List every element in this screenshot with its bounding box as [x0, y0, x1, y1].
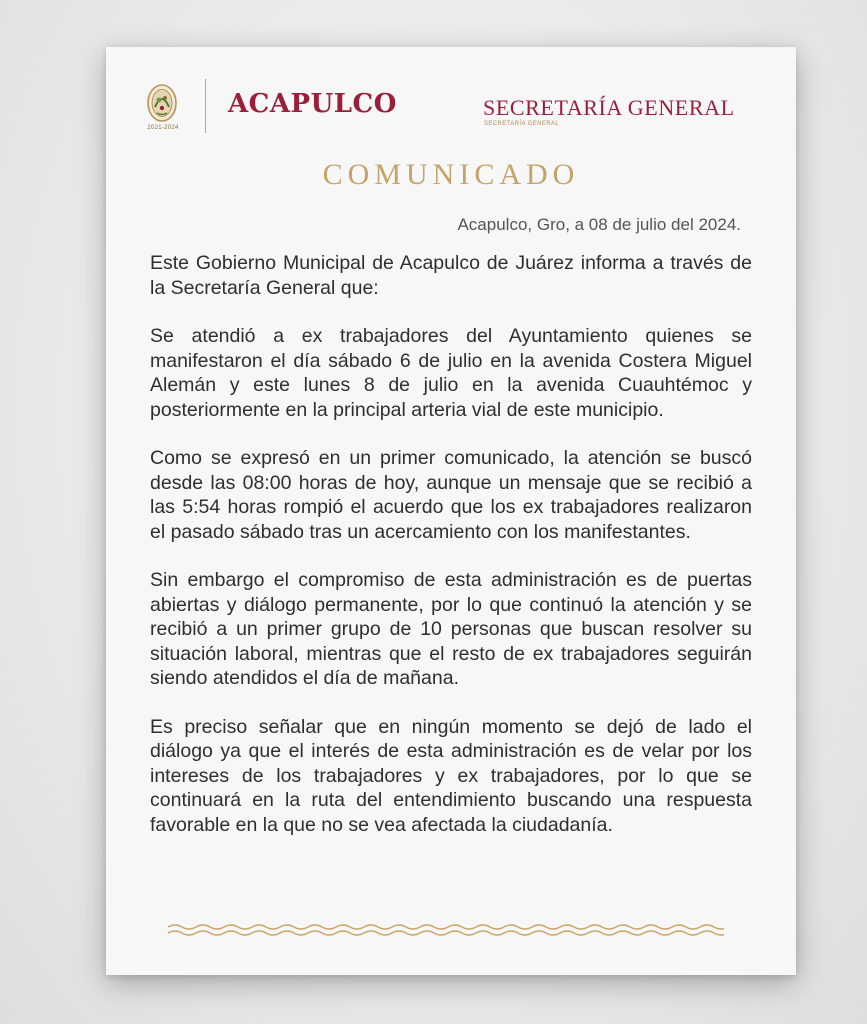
document-body [150, 251, 752, 861]
communique-sheet [106, 47, 796, 975]
seal-years: 2021-2024 [147, 125, 179, 131]
department-subtitle: SECRETARÍA GENERAL [484, 121, 560, 127]
paragraph: Este Gobierno Municipal de Acapulco de Juárez informa a través de la Secretaría General que: [150, 252, 752, 299]
brand-wordmark: ACAPULCO [228, 89, 397, 119]
paragraph: Se atendió a ex trabajadores del Ayuntamiento quienes se manifestaron el día sábado 6 de julio en la avenida Costera Miguel Alemán y este lunes 8 de julio en la avenida Cuauhtémoc y posteriormente en la principal arteria vial de este municipio. [150, 325, 752, 421]
paragraph: Como se expresó en un primer comunicado, la atención se buscó desde las 08:00 horas de hoy, aunque un mensaje que se recibió a las 5:54 horas rompió el acuerdo que los ex trabajadores realizaron el pasado sábado tras un acercamiento con los manifestantes. [150, 447, 752, 543]
department-name: SECRETARÍA GENERAL [483, 95, 735, 120]
document-title: COMUNICADO [322, 158, 580, 191]
municipal-seal-icon [146, 83, 178, 127]
paragraph: Sin embargo el compromiso de esta administración es de puertas abiertas y diálogo permanente, por lo que continuó la atención y se recibió a un primer grupo de 10 personas que buscan resolver su situación laboral, mientras que el resto de ex trabajadores seguirán siendo atendidos el día de mañana. [150, 569, 752, 689]
letterhead [106, 47, 796, 157]
paragraph: Es preciso señalar que en ningún momento se dejó de lado el diálogo ya que el interés de esta administración es de velar por los intereses de los trabajadores y ex trabajadores, por lo que se continuará en la ruta del entendimiento buscando una respuesta favorable en la que no se vea afectada la ciudadanía. [150, 715, 752, 836]
decorative-wave-divider [168, 923, 724, 937]
header-divider [205, 79, 206, 133]
date-line: Acapulco, Gro, a 08 de julio del 2024. [457, 215, 741, 234]
